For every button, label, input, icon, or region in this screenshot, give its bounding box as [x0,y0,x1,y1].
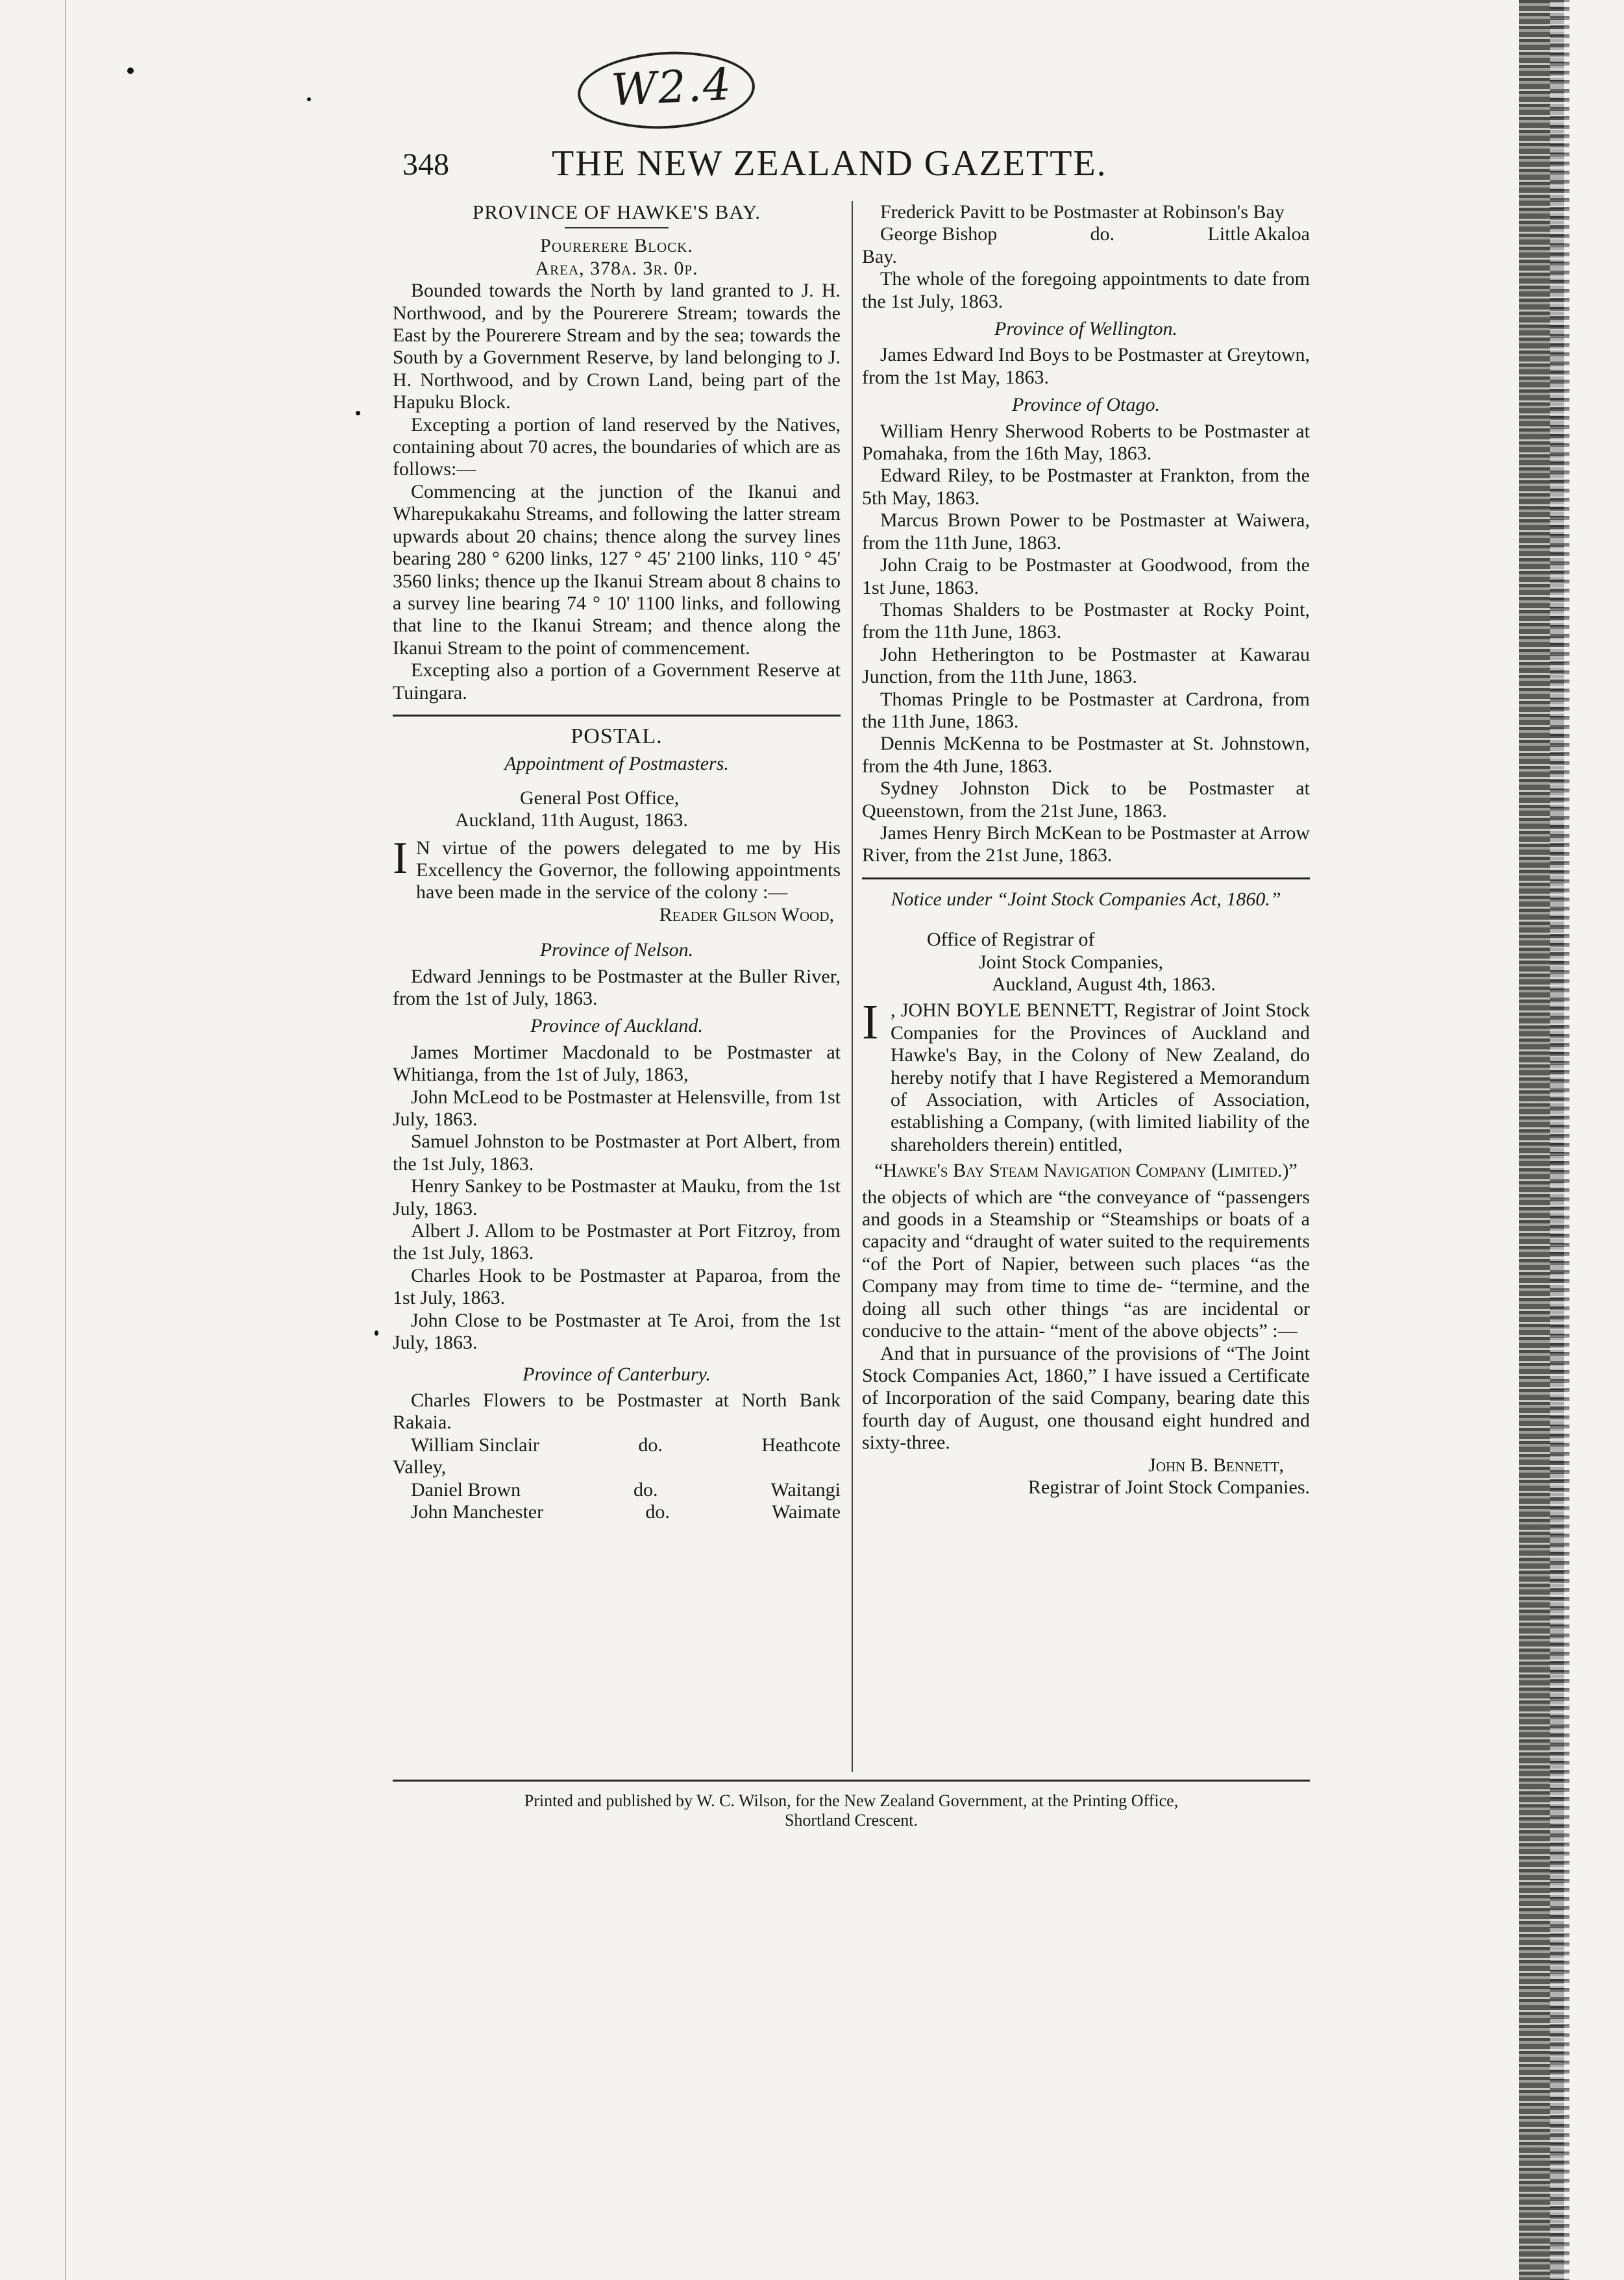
auckland-appointment: James Mortimer Macdonald to be Postmaster at Whitianga, from the 1st of July, 1863, [393,1041,841,1086]
imprint [393,1791,1310,1830]
boundary-paragraph: Bounded towards the North by land granted to J. H. Northwood, and by the Pourerere Stream; towards the East by the Pourerere Stream and by the sea; towards the South by a Government Reserve, by land belonging to J. H. Northwood, and by Crown Land, being part of the Hapuku Block. [393,280,841,413]
nelson-appointment: Edward Jennings to be Postmaster at the Buller River, from the 1st of July, 1863. [393,965,841,1009]
exception-paragraph-2: Excepting also a portion of a Government Reserve at Tuingara. [393,659,841,704]
scan-right-edge-texture [1550,0,1569,2280]
column-divider [852,201,853,1772]
appointments-date-note: The whole of the foregoing appointments to date from the 1st July, 1863. [862,268,1310,312]
company-name: “Hawke's Bay Steam Navigation Company (Limited.)” [874,1160,1298,1182]
auckland-heading: Province of Auckland. [530,1015,703,1037]
otago-appointment: John Craig to be Postmaster at Goodwood, from the 1st June, 1863. [862,554,1310,598]
ditto-mark: do. [1090,223,1115,245]
post-office-date: Auckland, 11th August, 1863. [455,809,688,831]
canterbury-row [393,1501,841,1523]
otago-appointment: Thomas Shalders to be Postmaster at Rocky Point, from the 11th June, 1863. [862,598,1310,643]
footer-rule [393,1780,1310,1782]
wellington-heading: Province of Wellington. [994,318,1177,340]
scan-speck [356,411,360,415]
canterbury-appointment: Frederick Pavitt to be Postmaster at Robinson's Bay [880,201,1285,223]
auckland-appointment: John Close to be Postmaster at Te Aroi, from the 1st July, 1863. [393,1309,841,1354]
section-rule [393,715,841,717]
registrar-office-line: Office of Registrar of [927,929,1095,951]
exception-paragraph: Excepting a portion of land reserved by the Natives, containing about 70 acres, the boundaries of which are as follows:— [393,413,841,480]
canterbury-continuation: Bay. [862,245,897,267]
postmaster-name: Daniel Brown [411,1478,521,1501]
otago-appointment: Sydney Johnston Dick to be Postmaster at Queenstown, from the 21st June, 1863. [862,778,1310,822]
otago-appointment: James Henry Birch McKean to be Postmaster at Arrow River, from the 21st June, 1863. [862,822,1310,866]
postal-subheading: Appointment of Postmasters. [504,753,729,775]
postmaster-name: George Bishop [880,223,998,245]
scan-speck [307,97,311,101]
post-place: Heathcote [761,1434,841,1456]
block-area: Area, 378a. 3r. 0p. [535,257,698,279]
postal-heading: POSTAL. [571,724,663,748]
certificate-paragraph: And that in pursuance of the provisions of “The Joint Stock Companies Act, 1860,” I have issued a Certificate of Incorporation of the said Company, bearing date this fourth day of August, one thousand eight hundred and sixty-three. [862,1342,1310,1454]
block-name: Pourerere Block. [540,235,693,257]
auckland-appointment: Henry Sankey to be Postmaster at Mauku, from the 1st July, 1863. [393,1175,841,1220]
registrar-notice [862,995,1310,1156]
right-column [862,201,1310,1499]
post-place: Little Akaloa [1207,223,1310,245]
handwritten-mark [576,47,757,133]
postmaster-name: John Manchester [411,1501,544,1523]
ditto-mark: do. [638,1434,663,1456]
company-objects: the objects of which are “the conveyance of “passengers and goods in a Steamship or “Steamships or boats of a capacity and “draught of water suited to the requirements “of the Port of Napier, between such places “as the Company may from time to time de- “termine, and the doing all such other things “as are incidental or conducive to the attain- “ment of the above objects” :— [862,1186,1310,1342]
registrar-title: Registrar of Joint Stock Companies. [1027,1476,1310,1498]
drop-cap: I [393,833,408,883]
post-place: Waitangi [770,1478,841,1501]
page-number: 348 [402,147,449,182]
registrar-office-date: Auckland, August 4th, 1863. [992,974,1216,995]
imprint-line: Shortland Crescent. [784,1811,918,1830]
auckland-appointment: Albert J. Allom to be Postmaster at Port Fitzroy, from the 1st July, 1863. [393,1220,841,1264]
ditto-mark: do. [634,1478,658,1501]
heading-rule [565,227,669,228]
scan-speck [127,67,134,74]
notice-heading: Notice under “Joint Stock Companies Act, 1860.” [891,888,1281,910]
otago-appointment: Thomas Pringle to be Postmaster at Cardrona, from the 11th June, 1863. [862,688,1310,732]
registrar-signer: John B. Bennett, [1148,1454,1284,1476]
postmaster-name: William Sinclair [411,1434,539,1456]
canterbury-continuation: Valley, [393,1456,447,1478]
drop-cap: I [862,995,879,1050]
postal-intro [393,833,841,904]
gazette-title: THE NEW ZEALAND GAZETTE. [552,143,1107,184]
auckland-appointment: Charles Hook to be Postmaster at Paparoa, from the 1st July, 1863. [393,1264,841,1309]
canterbury-row [862,223,1310,245]
canterbury-appointment: Charles Flowers to be Postmaster at North Bank Rakaia. [393,1389,841,1434]
post-office-line: General Post Office, [520,787,680,809]
ditto-mark: do. [645,1501,670,1523]
hawkes-bay-heading: PROVINCE OF HAWKE'S BAY. [473,201,761,223]
otago-appointment: John Hetherington to be Postmaster at Kawarau Junction, from the 11th June, 1863. [862,643,1310,688]
commencing-paragraph: Commencing at the junction of the Ikanui and Wharepukakahu Streams, and following the latter stream upwards about 20 chains; thence along the survey lines bearing 280 ° 6200 links, 127 ° 45' 2100 links, 110 ° 45' 3560 links; thence up the Ikanui Stream about 8 chains to a survey line bearing 74 ° 10' 1100 links, and following that line to the Ikanui Stream; and thence along the Ikanui Stream to the point of commencement. [393,480,841,659]
section-rule [862,877,1310,879]
scan-left-rule [65,0,66,2280]
postal-intro-text: N virtue of the powers delegated to me by His Excellency the Governor, the following appointments have been made in the service of the colony :— [416,837,841,903]
auckland-appointment: John McLeod to be Postmaster at Helensville, from 1st July, 1863. [393,1086,841,1131]
masthead [402,136,1298,188]
imprint-line: Printed and published by W. C. Wilson, for the New Zealand Government, at the Printing Office, [524,1791,1179,1810]
otago-appointment: William Henry Sherwood Roberts to be Postmaster at Pomahaka, from the 16th May, 1863. [862,420,1310,465]
otago-appointment: Dennis McKenna to be Postmaster at St. Johnstown, from the 4th June, 1863. [862,733,1310,777]
wellington-appointment: James Edward Ind Boys to be Postmaster at Greytown, from the 1st May, 1863. [862,344,1310,388]
registrar-office-line: Joint Stock Companies, [979,951,1164,973]
scan-speck [375,1330,378,1336]
handwritten-mark-text: W2.4 [609,58,733,117]
registrar-notice-text: , JOHN BOYLE BENNETT, Registrar of Joint Stock Companies for the Provinces of Auckland and Hawke's Bay, in the Colony of New Zealand, do hereby notify that I have Registered a Memorandum of Association, with Articles of Association, establishing a Company, (with limited liability of the shareholders therein) entitled, [891,999,1310,1155]
auckland-appointment: Samuel Johnston to be Postmaster at Port Albert, from the 1st July, 1863. [393,1131,841,1175]
left-column [393,201,841,1523]
canterbury-row [393,1434,841,1456]
otago-heading: Province of Otago. [1011,394,1160,416]
postal-signer: Reader Gilson Wood, [659,903,834,925]
otago-appointment: Edward Riley, to be Postmaster at Frankton, from the 5th May, 1863. [862,465,1310,509]
otago-appointment: Marcus Brown Power to be Postmaster at Waiwera, from the 11th June, 1863. [862,509,1310,554]
nelson-heading: Province of Nelson. [539,939,694,961]
post-place: Waimate [772,1501,841,1523]
canterbury-heading: Province of Canterbury. [523,1363,711,1385]
canterbury-row [393,1479,841,1501]
